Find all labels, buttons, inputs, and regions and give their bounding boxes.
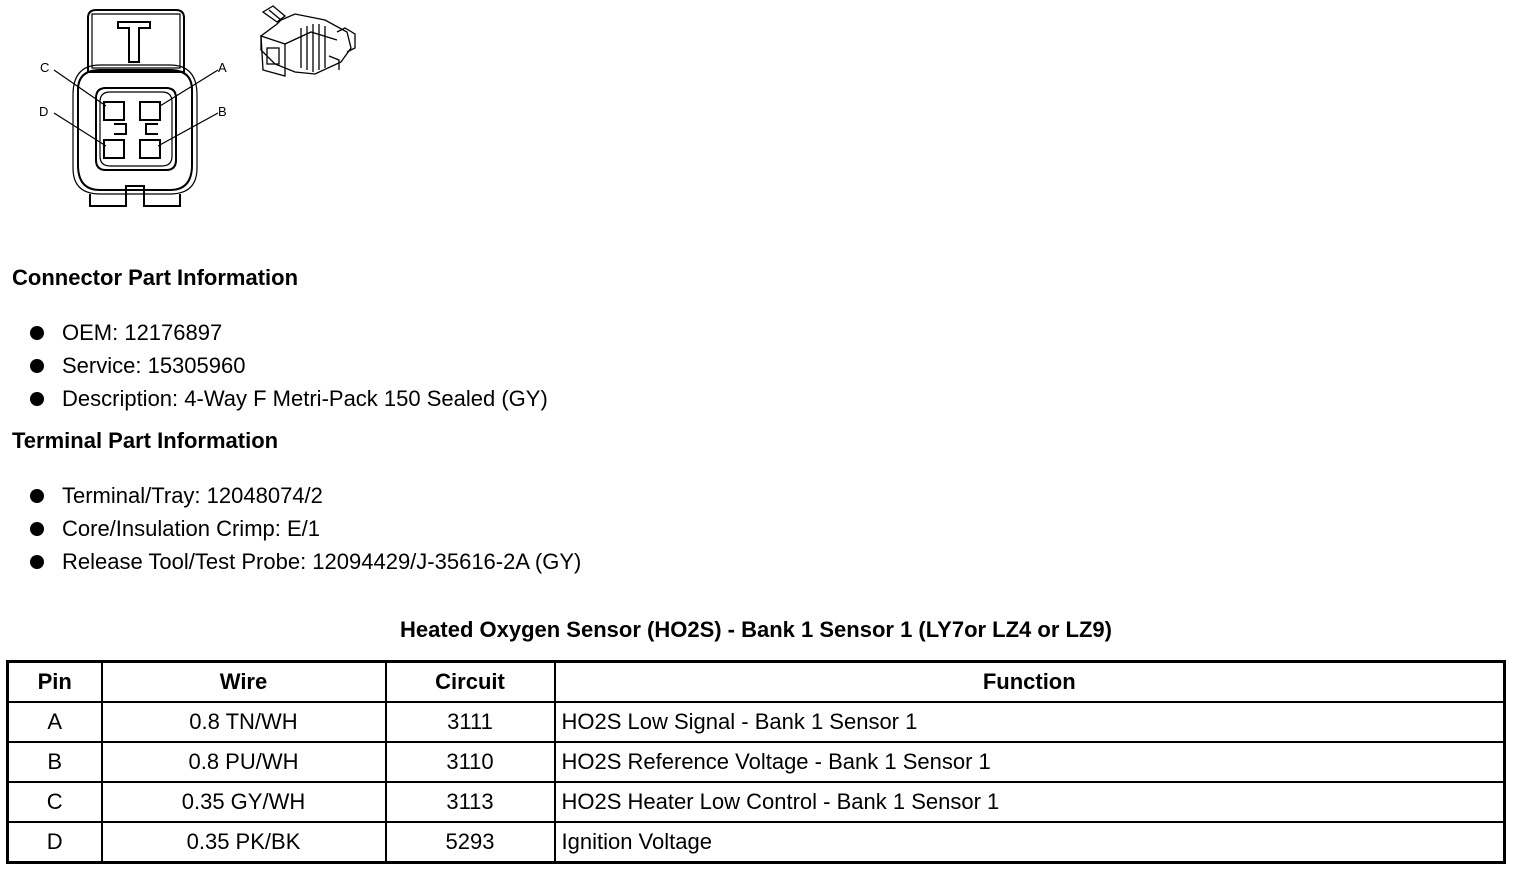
table-header-row bbox=[8, 662, 1505, 703]
list-item bbox=[28, 512, 581, 545]
pin-label-a: A bbox=[218, 60, 227, 75]
cell-function: Ignition Voltage bbox=[555, 822, 1505, 863]
cell-wire: 0.35 GY/WH bbox=[102, 782, 386, 822]
cell-circuit: 3111 bbox=[386, 702, 555, 742]
terminal-info-tray: Terminal/Tray: 12048074/2 bbox=[62, 483, 323, 508]
header-function: Function bbox=[555, 662, 1505, 703]
header-circuit: Circuit bbox=[386, 662, 555, 703]
table-row bbox=[8, 822, 1505, 863]
pin-table bbox=[6, 660, 1506, 864]
list-item bbox=[28, 316, 548, 349]
table-row bbox=[8, 742, 1505, 782]
list-item bbox=[28, 545, 581, 578]
cell-circuit: 3113 bbox=[386, 782, 555, 822]
table-row bbox=[8, 702, 1505, 742]
cell-pin: A bbox=[8, 702, 102, 742]
cell-pin: B bbox=[8, 742, 102, 782]
connector-info-service: Service: 15305960 bbox=[62, 353, 246, 378]
connector-info-description: Description: 4-Way F Metri-Pack 150 Sealed (GY) bbox=[62, 386, 548, 411]
connector-3d-drawing bbox=[255, 2, 360, 82]
list-item bbox=[28, 479, 581, 512]
bullet-icon bbox=[30, 359, 44, 373]
cell-function: HO2S Reference Voltage - Bank 1 Sensor 1 bbox=[555, 742, 1505, 782]
connector-info-title: Connector Part Information bbox=[12, 265, 299, 290]
connector-thumbnail bbox=[255, 2, 360, 82]
pin-label-d: D bbox=[39, 104, 49, 119]
terminal-info-crimp: Core/Insulation Crimp: E/1 bbox=[62, 516, 320, 541]
connector-face-drawing bbox=[30, 0, 240, 215]
terminal-info-list bbox=[28, 479, 581, 578]
cell-function: HO2S Low Signal - Bank 1 Sensor 1 bbox=[555, 702, 1505, 742]
cell-pin: D bbox=[8, 822, 102, 863]
connector-face-diagram bbox=[30, 0, 240, 215]
cell-function: HO2S Heater Low Control - Bank 1 Sensor 1 bbox=[555, 782, 1505, 822]
terminal-info-release-tool: Release Tool/Test Probe: 12094429/J-35616-2A (GY) bbox=[62, 549, 582, 574]
table-row bbox=[8, 782, 1505, 822]
header-pin: Pin bbox=[8, 662, 102, 703]
cell-circuit: 5293 bbox=[386, 822, 555, 863]
bullet-icon bbox=[30, 392, 44, 406]
cell-wire: 0.8 TN/WH bbox=[102, 702, 386, 742]
cell-wire: 0.8 PU/WH bbox=[102, 742, 386, 782]
cell-pin: C bbox=[8, 782, 102, 822]
cell-wire: 0.35 PK/BK bbox=[102, 822, 386, 863]
pin-label-b: B bbox=[218, 104, 227, 119]
header-wire: Wire bbox=[102, 662, 386, 703]
list-item bbox=[28, 349, 548, 382]
connector-info-list bbox=[28, 316, 548, 415]
connector-info-oem: OEM: 12176897 bbox=[62, 320, 223, 345]
pin-label-c: C bbox=[40, 60, 50, 75]
pin-table-title: Heated Oxygen Sensor (HO2S) - Bank 1 Sensor 1 (LY7or LZ4 or LZ9) bbox=[400, 617, 1112, 642]
cell-circuit: 3110 bbox=[386, 742, 555, 782]
bullet-icon bbox=[30, 555, 44, 569]
terminal-info-title: Terminal Part Information bbox=[12, 428, 279, 453]
list-item bbox=[28, 382, 548, 415]
bullet-icon bbox=[30, 489, 44, 503]
bullet-icon bbox=[30, 522, 44, 536]
bullet-icon bbox=[30, 326, 44, 340]
